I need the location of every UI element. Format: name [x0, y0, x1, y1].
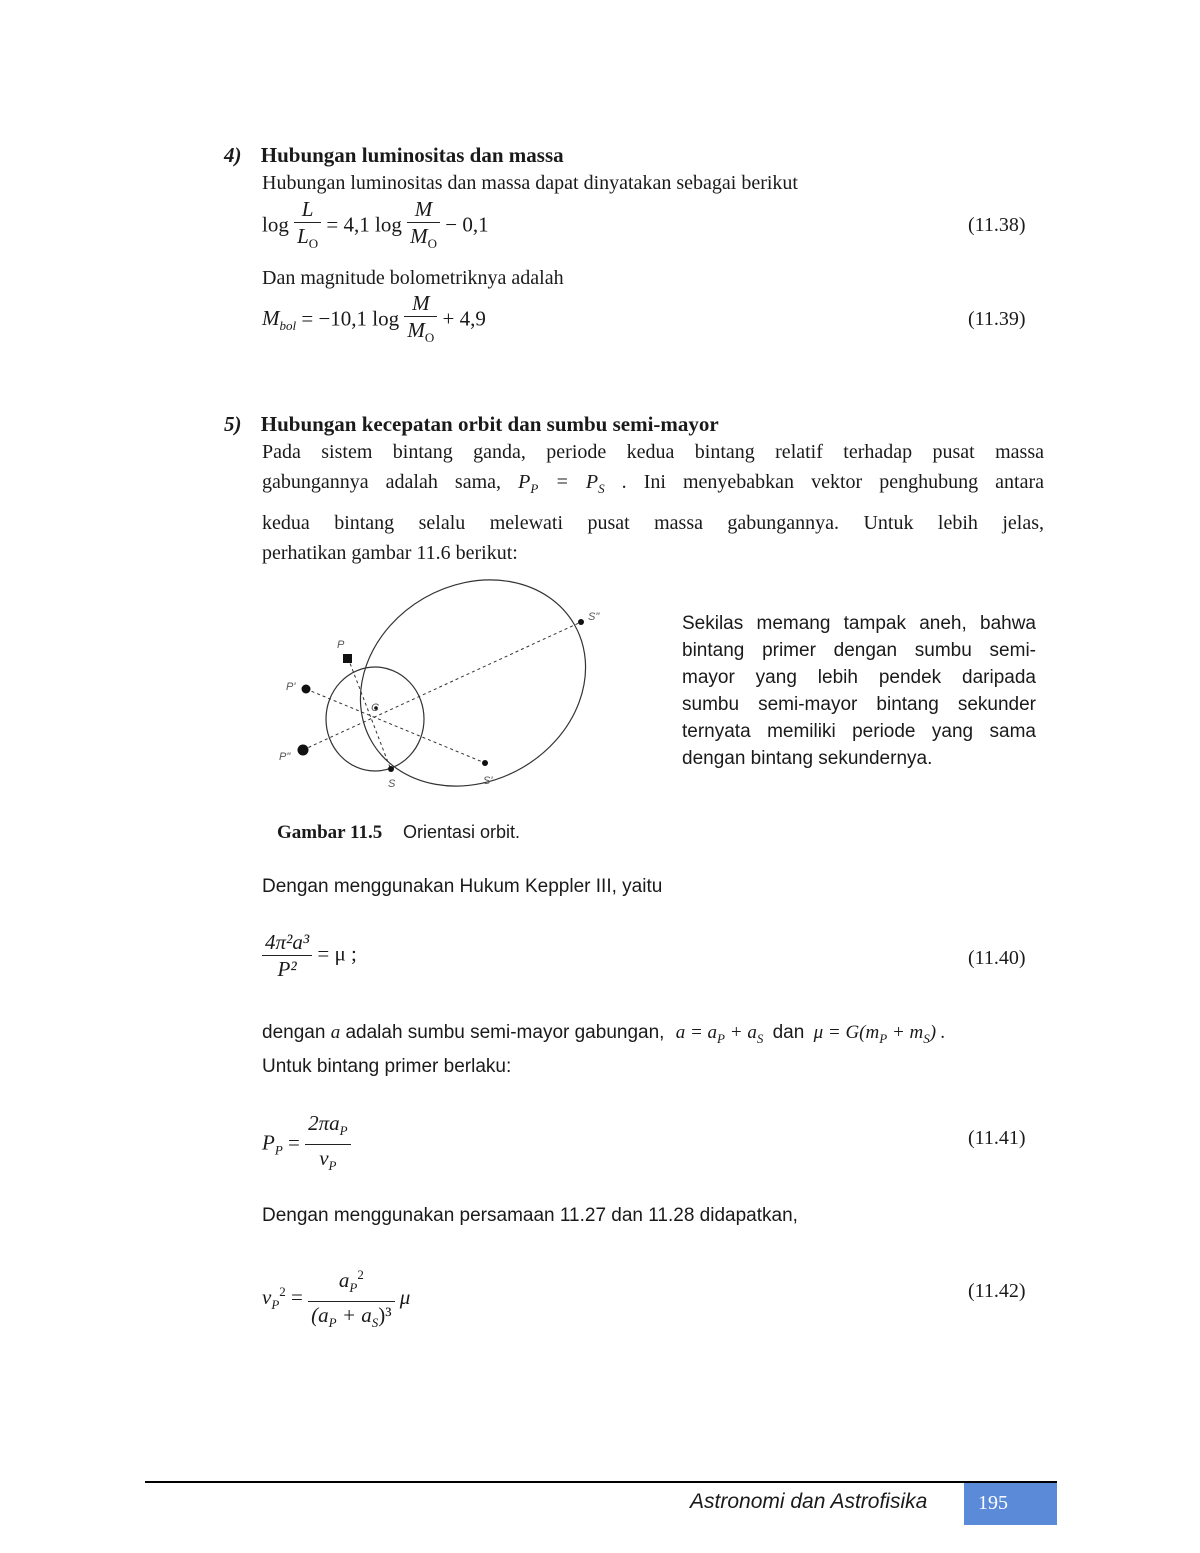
star-marker	[343, 654, 352, 663]
footer-book-title: Astronomi dan Astrofisika	[690, 1490, 928, 1513]
eq-sub: P	[717, 1030, 725, 1046]
den-text: v	[319, 1146, 329, 1171]
section-number: 4)	[224, 143, 242, 167]
section-4-heading	[224, 143, 564, 168]
den-text: + a	[336, 1303, 372, 1328]
eq-part: μ = G(m	[813, 1022, 880, 1043]
fraction	[262, 929, 312, 982]
denominator	[404, 317, 437, 351]
numerator: M	[404, 290, 437, 317]
num-sub: P	[339, 1123, 348, 1139]
lhs-sub: P	[274, 1142, 283, 1158]
den-sub: P	[328, 1158, 337, 1174]
text: dengan	[262, 1022, 326, 1043]
den-text: )³	[378, 1303, 392, 1328]
equation-number: (11.39)	[968, 308, 1026, 330]
paragraph-line: kedua bintang selalu melewati pusat massa gabungannya. Untuk lebih jelas,	[262, 512, 1044, 534]
note-line: bintang primer dengan sumbu semi-	[682, 640, 1036, 661]
section-5-paragraph	[262, 437, 1044, 568]
inline-eq	[675, 1022, 764, 1046]
equation-number: (11.41)	[968, 1127, 1026, 1149]
eq-text: log	[262, 212, 289, 237]
footer-rule	[145, 1481, 1057, 1483]
var: P	[585, 471, 599, 493]
fraction	[407, 196, 440, 257]
numerator: M	[407, 196, 440, 223]
var-sub: P	[530, 481, 539, 496]
star-marker	[578, 619, 584, 625]
inline-eq	[813, 1022, 946, 1046]
eq-sub: P	[879, 1030, 888, 1046]
text: dan	[772, 1022, 805, 1043]
lhs-var: v	[262, 1285, 272, 1309]
equals-sign: =	[291, 1285, 303, 1309]
label-p-prime: P'	[286, 681, 296, 693]
connector-line	[348, 658, 391, 770]
fraction	[305, 1110, 350, 1179]
eq-part: ) .	[929, 1022, 946, 1043]
bolometric-text: Dan magnitude bolometriknya adalah	[262, 267, 564, 289]
star-marker	[388, 766, 394, 772]
star-marker	[302, 685, 311, 694]
star-marker	[298, 745, 309, 756]
connector-line	[303, 622, 581, 750]
num-text: a	[338, 1268, 350, 1292]
equation-11-38	[262, 196, 489, 257]
paragraph-line: Pada sistem bintang ganda, periode kedua bintang relatif terhadap pusat massa	[262, 441, 1044, 463]
lhs-var: M	[262, 306, 280, 331]
label-s-double: S"	[588, 611, 600, 623]
note-line: sumbu semi-mayor bintang sekunder	[682, 694, 1036, 715]
primary-orbit	[326, 667, 424, 771]
star-marker	[482, 760, 488, 766]
note-line: ternyata memiliki periode yang sama	[682, 721, 1036, 742]
label-p-double: P"	[279, 751, 291, 763]
page-number: 195	[964, 1483, 1057, 1525]
label-s-prime: S'	[483, 775, 493, 787]
note-line: dengan bintang sekundernya.	[682, 748, 933, 769]
lhs-sub: P	[271, 1297, 280, 1313]
derive-intro: Dengan menggunakan persamaan 11.27 dan 11.28 didapatkan,	[262, 1205, 798, 1226]
eq-lhs	[262, 306, 297, 334]
den-var: M	[410, 224, 428, 248]
section-4-intro: Hubungan luminositas dan massa dapat dinyatakan sebagai berikut	[262, 172, 798, 194]
note-line: Sekilas memang tampak aneh, bahwa	[682, 613, 1036, 634]
denominator	[308, 1302, 394, 1336]
var: a	[330, 1022, 341, 1043]
numerator	[308, 1262, 394, 1302]
label-s: S	[388, 778, 396, 790]
den-var: M	[407, 318, 425, 342]
den-sub: O	[308, 236, 319, 252]
var: P	[518, 471, 531, 493]
label-c: C	[371, 702, 379, 714]
kepler-intro: Dengan menggunakan Hukum Keppler III, yaitu	[262, 876, 663, 897]
kepler-definition	[262, 1018, 946, 1054]
line-text: gabungannya adalah sama,	[262, 471, 502, 493]
numerator: L	[294, 196, 321, 223]
figure-caption	[277, 822, 520, 844]
eq-part: + m	[887, 1022, 924, 1043]
note-line: mayor yang lebih pendek daripada	[682, 667, 1036, 688]
fraction	[404, 290, 437, 351]
eq-part: a = a	[675, 1022, 718, 1043]
den-sub: P	[328, 1315, 337, 1331]
lhs-var: P	[262, 1130, 275, 1155]
caption-label: Gambar 11.5	[277, 822, 383, 843]
numerator: 4π²a³	[262, 929, 312, 956]
eq-sub: S	[923, 1030, 930, 1046]
label-p: P	[337, 639, 345, 651]
fraction	[294, 196, 321, 257]
lhs-sup: 2	[279, 1284, 286, 1299]
eq-text: = 4,1 log	[326, 212, 402, 237]
line-text: . Ini menyebabkan vektor penghubung antara	[621, 471, 1045, 493]
eq-text: = −10,1 log	[301, 306, 400, 331]
den-sub: O	[424, 330, 435, 346]
eq-text: + 4,9	[442, 306, 486, 331]
denominator	[305, 1145, 350, 1179]
eq-text: − 0,1	[445, 212, 489, 237]
eq-sub: S	[756, 1030, 764, 1046]
den-var: L	[297, 224, 309, 248]
den-sub: O	[427, 236, 437, 252]
equation-11-42	[262, 1262, 410, 1336]
equation-11-39	[262, 290, 486, 351]
var-sub: S	[598, 481, 605, 496]
primary-text: Untuk bintang primer berlaku:	[262, 1056, 512, 1077]
connector-line	[306, 689, 485, 763]
eq-text: = μ ;	[317, 941, 357, 966]
equals-sign: =	[288, 1130, 300, 1155]
num-sup: 2	[357, 1267, 364, 1282]
eq-text: μ	[399, 1285, 411, 1309]
denominator	[294, 223, 321, 257]
equation-number: (11.42)	[968, 1280, 1026, 1302]
fraction	[308, 1262, 394, 1336]
secondary-orbit	[323, 568, 615, 798]
section-5-heading	[224, 412, 719, 437]
denominator	[407, 223, 440, 257]
num-sub: P	[349, 1280, 358, 1296]
num-text: 2πa	[308, 1111, 340, 1135]
figure-side-note	[682, 610, 1036, 772]
numerator	[305, 1110, 350, 1145]
caption-text: Orientasi orbit.	[402, 822, 521, 842]
orbit-diagram	[275, 568, 615, 798]
lhs-sub: bol	[279, 318, 297, 334]
den-text: (a	[311, 1303, 329, 1328]
section-title: Hubungan kecepatan orbit dan sumbu semi-mayor	[260, 412, 719, 436]
denominator: P²	[277, 957, 297, 981]
den-sub: S	[371, 1315, 379, 1331]
text: adalah sumbu semi-mayor gabungan,	[345, 1022, 665, 1043]
inline-eq: $P_P = P_S$	[518, 471, 605, 496]
equation-11-41	[262, 1110, 351, 1179]
equation-number: (11.38)	[968, 214, 1026, 236]
section-number: 5)	[224, 412, 242, 436]
section-title: Hubungan luminositas dan massa	[260, 143, 564, 167]
paragraph-line	[262, 467, 1044, 504]
equation-11-40	[262, 929, 357, 982]
paragraph-line: perhatikan gambar 11.6 berikut:	[262, 542, 518, 564]
eq-part: + a	[725, 1022, 757, 1043]
equation-number: (11.40)	[968, 947, 1026, 969]
